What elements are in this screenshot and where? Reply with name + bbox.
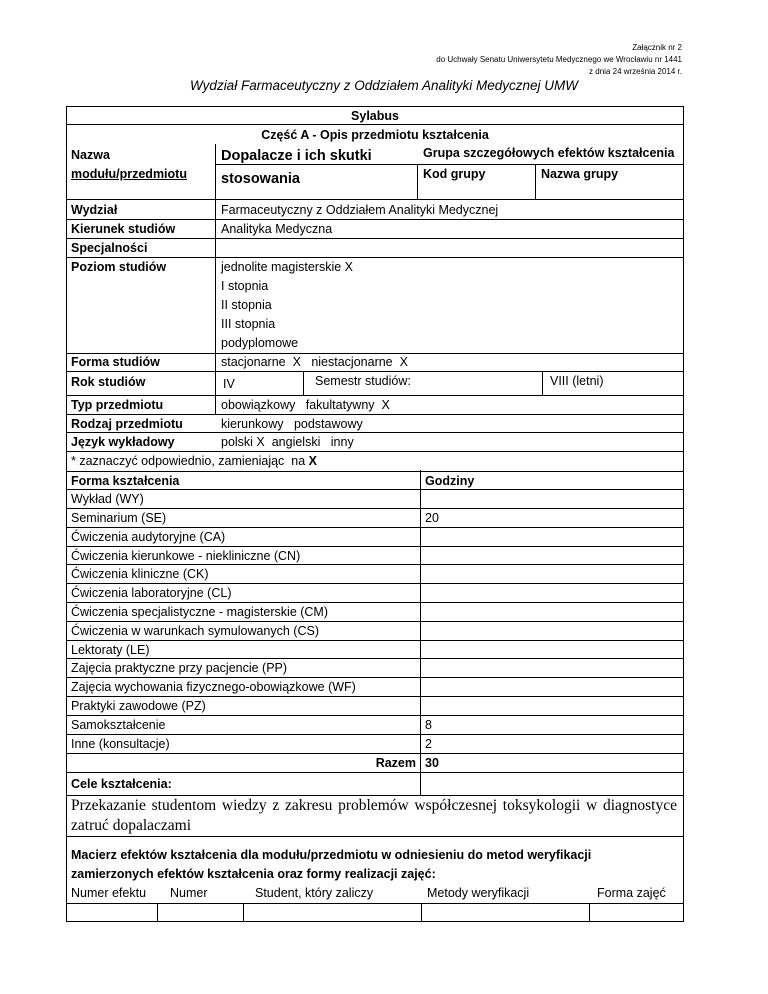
matrix-title-cont: zamierzonych efektów kształcenia oraz formy realizacji zajęć: (71, 867, 436, 881)
hours-row-form: Inne (konsultacje) (71, 737, 170, 751)
group-code-header: Kod grupy (423, 167, 486, 181)
hours-row-form: Zajęcia wychowania fizycznego-obowiązkowe (WF) (71, 680, 356, 694)
specialty-label: Specjalności (71, 241, 148, 255)
module-name-cont: stosowania (221, 171, 300, 187)
resolution-date: z dnia 24 września 2014 r. (589, 67, 682, 76)
level-option: I stopnia (221, 279, 269, 293)
level-option: jednolite magisterskie X (221, 260, 354, 274)
hours-row-form: Ćwiczenia w warunkach symulowanych (CS) (71, 624, 319, 638)
form-label: Forma studiów (71, 355, 160, 369)
group-name-header: Nazwa grupy (541, 167, 619, 181)
matrix-col-header: Student, który zaliczy (255, 886, 374, 900)
goals-text: Przekazanie studentom wiedzy z zakresu problemów współczesnej toksykologii w diagnostyce zatruć dopalaczami (71, 797, 677, 834)
syllabus-title: Sylabus (351, 109, 399, 123)
hours-row-form: Ćwiczenia kliniczne (CK) (71, 567, 209, 581)
language-label: Język wykładowy (71, 435, 175, 449)
hours-row-value: 2 (425, 737, 432, 751)
selection-note-mark: X (308, 454, 317, 468)
hours-row-form: Wykład (WY) (71, 492, 144, 506)
year-value: IV (223, 377, 235, 391)
hours-row-value: 20 (425, 511, 439, 525)
syllabus-table (66, 106, 684, 922)
faculty-title: Wydział Farmaceutyczny z Oddziałem Analityki Medycznej UMW (189, 78, 579, 93)
hours-row-form: Seminarium (SE) (71, 511, 167, 525)
hours-row-form: Zajęcia praktyczne przy pacjencie (PP) (71, 661, 288, 675)
level-label: Poziom studiów (71, 260, 167, 274)
semester-value: VIII (letni) (550, 374, 604, 388)
group-header: Grupa szczegółowych efektów kształcenia (423, 146, 675, 160)
module-label: Nazwa (71, 148, 110, 162)
hours-row-form: Lektoraty (LE) (71, 643, 150, 657)
matrix-title: Macierz efektów kształcenia dla modułu/przedmiotu w odniesieniu do metod weryfikacji (71, 848, 592, 862)
level-option: II stopnia (221, 298, 272, 312)
goals-label: Cele kształcenia: (71, 777, 172, 791)
resolution-reference: do Uchwały Senatu Uniwersytetu Medycznego we Wrocławiu nr 1441 (436, 55, 682, 64)
type-label: Typ przedmiotu (71, 398, 164, 412)
field-value: Analityka Medyczna (221, 222, 333, 236)
field-label: Kierunek studiów (71, 222, 176, 236)
hours-row-form: Ćwiczenia kierunkowe - niekliniczne (CN) (71, 549, 301, 563)
matrix-col-header: Metody weryfikacji (427, 886, 530, 900)
matrix-col-header: Numer (170, 886, 208, 900)
hours-row-form: Samokształcenie (71, 718, 166, 732)
language-value: polski X angielski inny (221, 435, 358, 449)
semester-label: Semestr studiów: (315, 374, 411, 388)
module-label-cont: modułu/przedmiotu (71, 167, 187, 181)
type-value: obowiązkowy fakultatywny X (221, 398, 390, 412)
faculty-value: Farmaceutyczny z Oddziałem Analityki Medycznej (221, 203, 499, 217)
year-label: Rok studiów (71, 375, 146, 389)
hours-value-header: Godziny (425, 474, 475, 488)
faculty-label: Wydział (71, 203, 118, 217)
annex-number: Załącznik nr 2 (632, 43, 682, 52)
hours-form-header: Forma kształcenia (71, 474, 180, 488)
level-option: III stopnia (221, 317, 276, 331)
selection-note-text: * zaznaczyć odpowiednio, zamieniając na (71, 454, 309, 468)
hours-row-form: Ćwiczenia specjalistyczne - magisterskie (CM) (71, 605, 329, 619)
hours-row-form: Ćwiczenia laboratoryjne (CL) (71, 586, 232, 600)
hours-row-form: Praktyki zawodowe (PZ) (71, 699, 206, 713)
hours-row-form: Ćwiczenia audytoryjne (CA) (71, 530, 226, 544)
module-name: Dopalacze i ich skutki (221, 148, 372, 164)
matrix-col-header: Forma zajęć (597, 886, 666, 900)
matrix-col-header: Numer efektu (71, 886, 147, 900)
form-value: stacjonarne X niestacjonarne X (221, 355, 408, 369)
selection-note (71, 454, 317, 469)
hours-row-value: 8 (425, 718, 432, 732)
kind-label: Rodzaj przedmiotu (71, 417, 183, 431)
kind-value: kierunkowy podstawowy (221, 417, 363, 431)
level-option: podyplomowe (221, 336, 299, 350)
hours-total-label: Razem (375, 756, 416, 770)
hours-total-value: 30 (425, 756, 439, 770)
part-a-title: Część A - Opis przedmiotu kształcenia (261, 128, 489, 142)
